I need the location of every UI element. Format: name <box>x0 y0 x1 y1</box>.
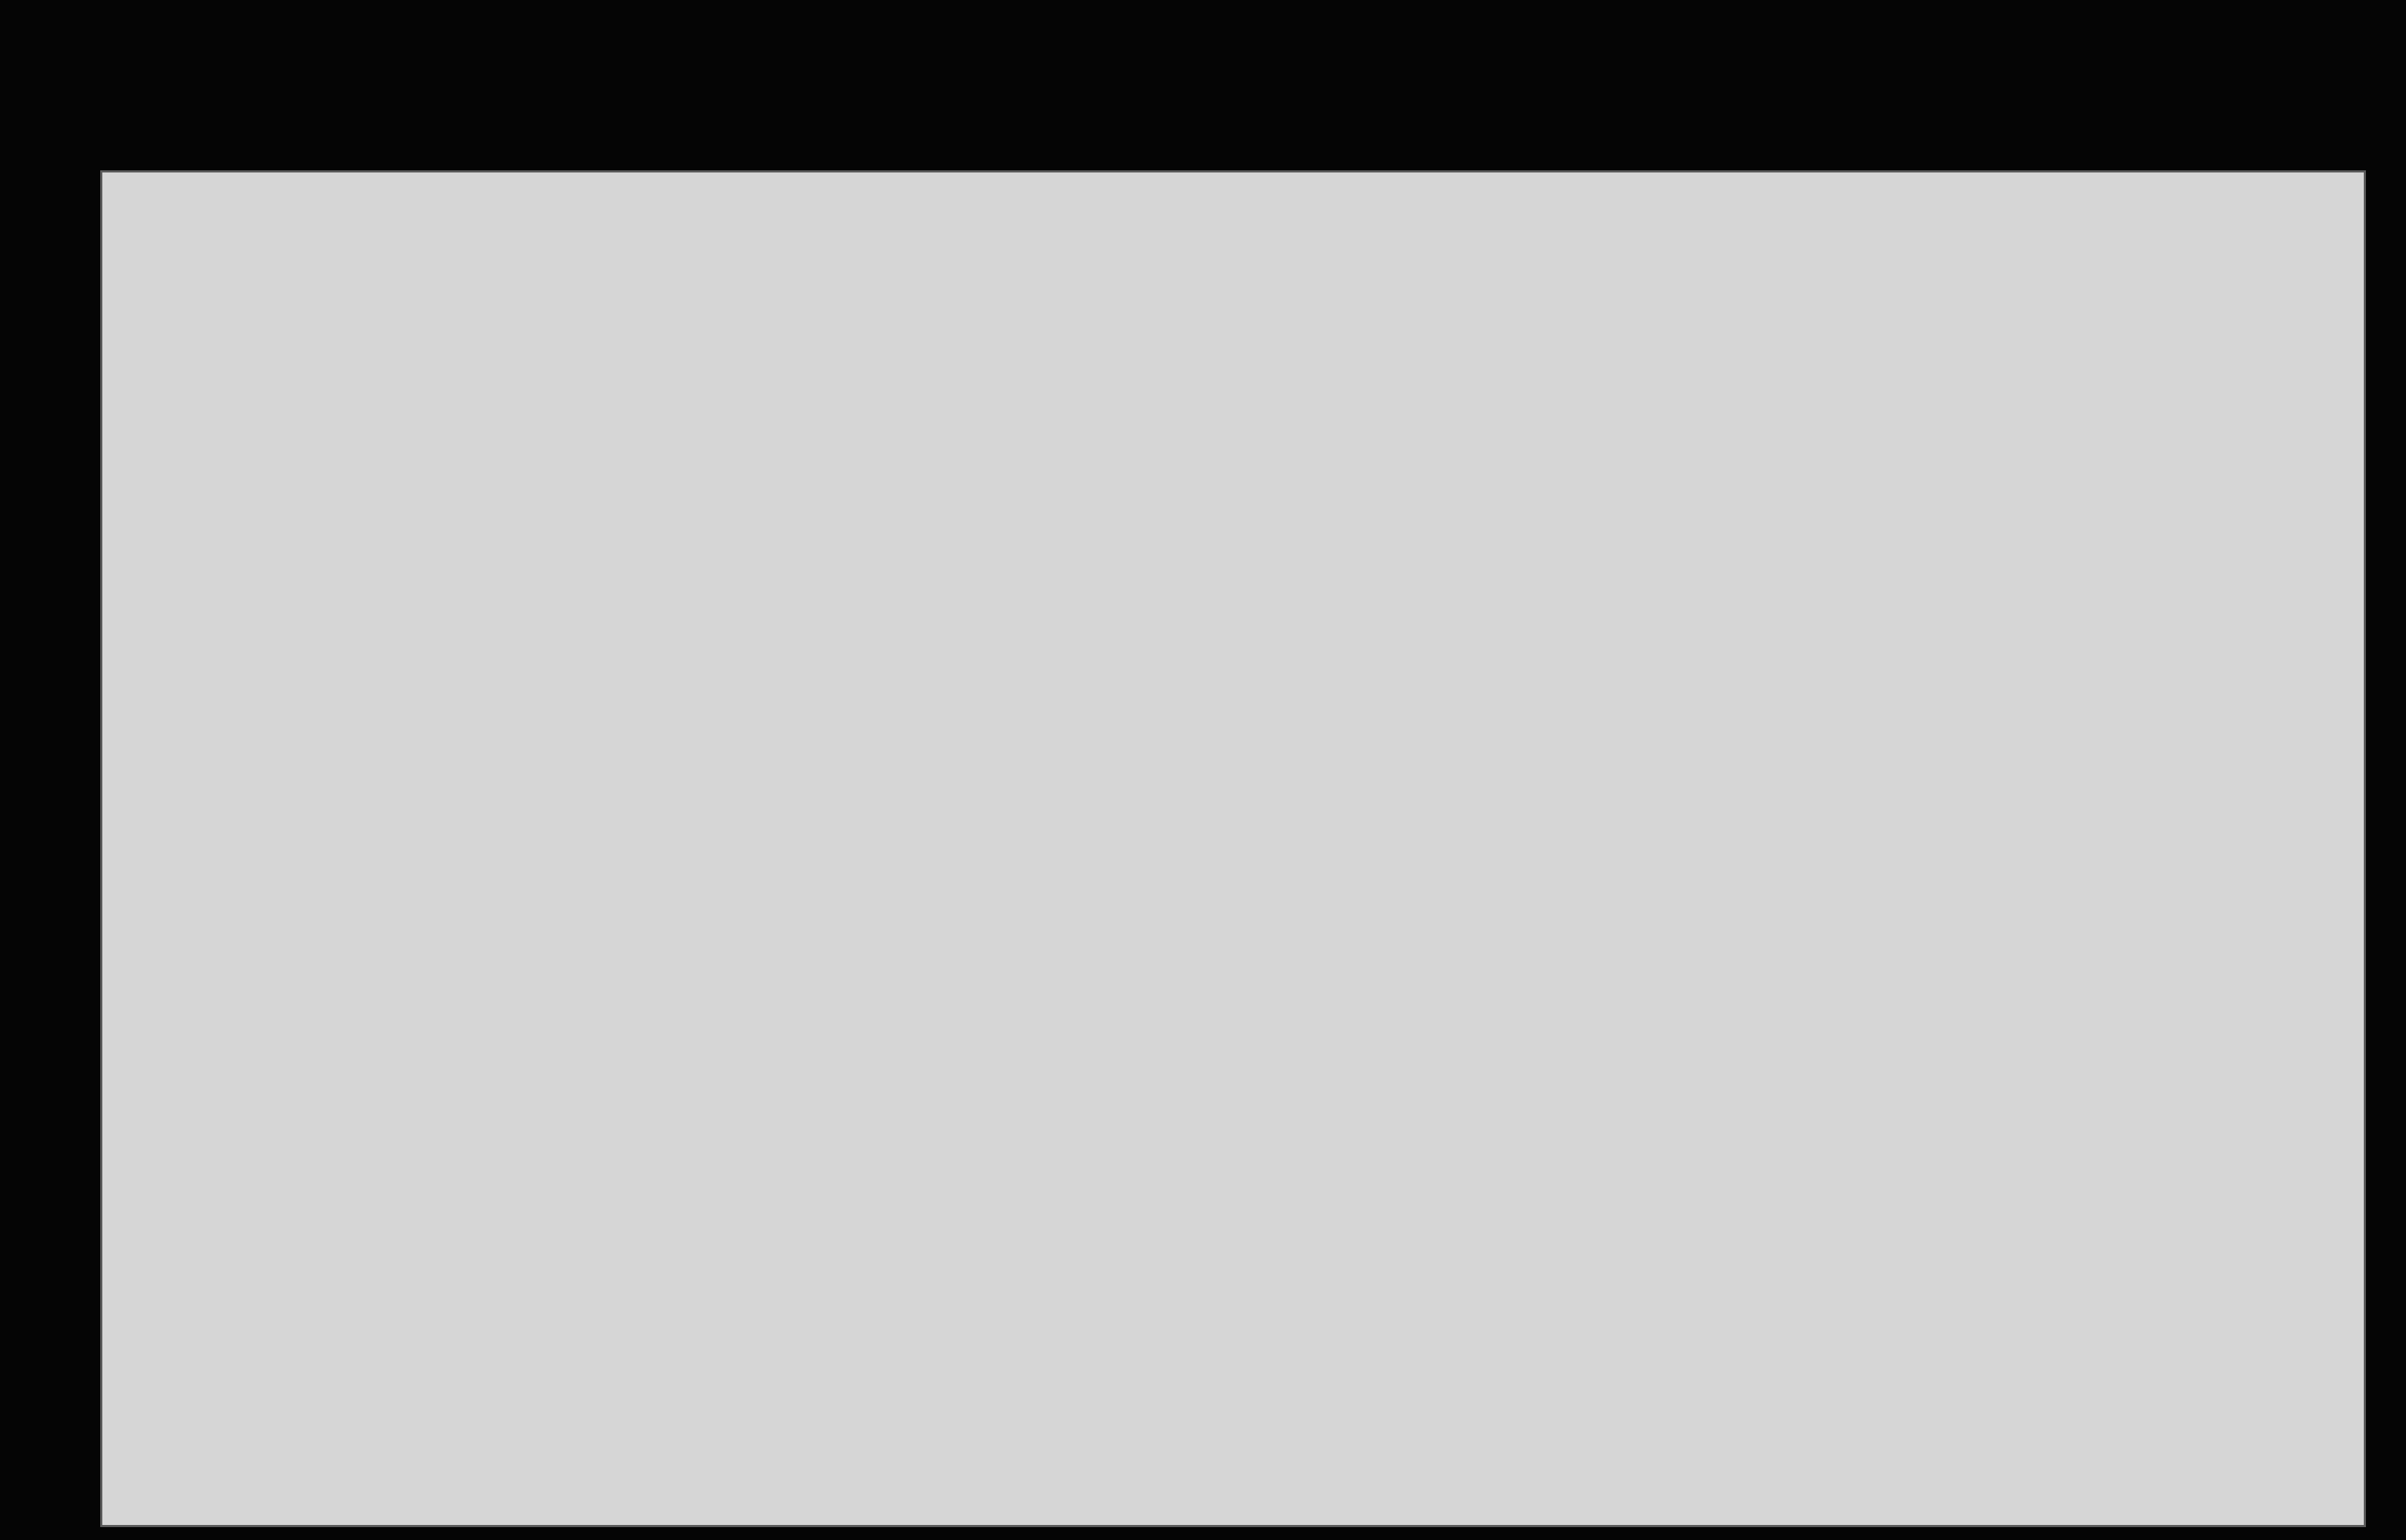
census-card-sheet <box>100 170 2366 1527</box>
